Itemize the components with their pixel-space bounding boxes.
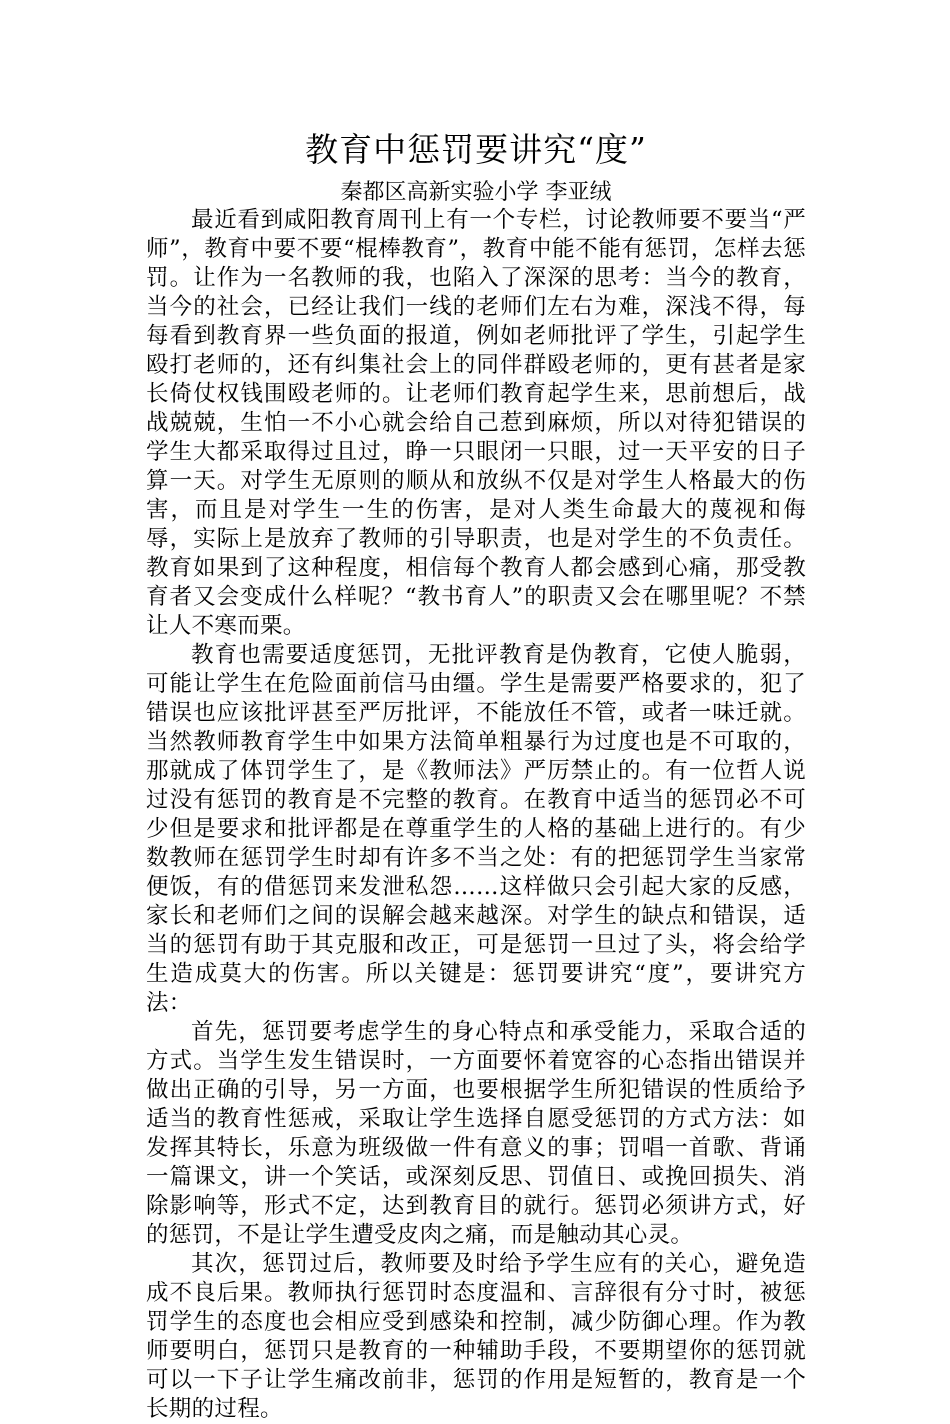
paragraph-2: 教育也需要适度惩罚，无批评教育是伪教育，它使人脆弱，可能让学生在危险面前信马由缰。学生是需要严格要求的，犯了错误也应该批评甚至严厉批评，不能放任不管，或者一味迁就。当然教师教育学生中如果方法简单粗暴行为过度也是不可取的，那就成了体罚学生了，是《教师法》严厉禁止的。有一位哲人说过没有惩罚的教育是不完整的教育。在教育中适当的惩罚必不可少但是要求和批评都是在尊重学生的人格的基础上进行的。有少数教师在惩罚学生时却有许多不当之处：有的把惩罚学生当家常便饭，有的借惩罚来发泄私怨……这样做只会引起大家的反感，家长和老师们之间的误解会越来越深。对学生的缺点和错误，适当的惩罚有助于其克服和改正，可是惩罚一旦过了头，将会给学生造成莫大的伤害。所以关键是：惩罚要讲究“度”，要讲究方法： [146, 642, 806, 1016]
document-title: 教育中惩罚要讲究“度” [305, 130, 647, 169]
document-page [146, 126, 806, 1424]
document-byline: 秦都区高新实验小学 李亚绒 [340, 180, 612, 205]
paragraph-3: 首先，惩罚要考虑学生的身心特点和承受能力，采取合适的方式。当学生发生错误时，一方面要怀着宽容的心态指出错误并做出正确的引导，另一方面，也要根据学生所犯错误的性质给予适当的教育性惩戒，采取让学生选择自愿受惩罚的方式方法：如发挥其特长，乐意为班级做一件有意义的事；罚唱一首歌、背诵一篇课文，讲一个笑话，或深刻反思、罚值日、或挽回损失、消除影响等，形式不定，达到教育目的就行。惩罚必须讲方式，好的惩罚，不是让学生遭受皮肉之痛，而是触动其心灵。 [146, 1019, 806, 1248]
paragraph-1: 最近看到咸阳教育周刊上有一个专栏，讨论教师要不要当“严师”，教育中要不要“棍棒教育”，教育中能不能有惩罚，怎样去惩罚。让作为一名教师的我，也陷入了深深的思考：当今的教育，当今的社会，已经让我们一线的老师们左右为难，深浅不得，每每看到教育界一些负面的报道，例如老师批评了学生，引起学生殴打老师的，还有纠集社会上的同伴群殴老师的，更有甚者是家长倚仗权钱围殴老师的。让老师们教育起学生来，思前想后，战战兢兢，生怕一不小心就会给自己惹到麻烦，所以对待犯错误的学生大都采取得过且过，睁一只眼闭一只眼，过一天平安的日子算一天。对学生无原则的顺从和放纵不仅是对学生人格最大的伤害，而且是对学生一生的伤害，是对人类生命最大的蔑视和侮辱，实际上是放弃了教师的引导职责，也是对学生的不负责任。教育如果到了这种程度，相信每个教育人都会感到心痛，那受教育者又会变成什么样呢？“教书育人”的职责又会在哪里呢？不禁让人不寒而栗。 [146, 207, 806, 639]
paragraph-4: 其次，惩罚过后，教师要及时给予学生应有的关心，避免造成不良后果。教师执行惩罚时态度温和、言辞很有分寸时，被惩罚学生的态度也会相应受到感染和控制，减少防御心理。作为教师要明白，惩罚只是教育的一种辅助手段，不要期望你的惩罚就可以一下子让学生痛改前非，惩罚的作用是短暂的，教育是一个长期的过程。 [146, 1251, 806, 1422]
